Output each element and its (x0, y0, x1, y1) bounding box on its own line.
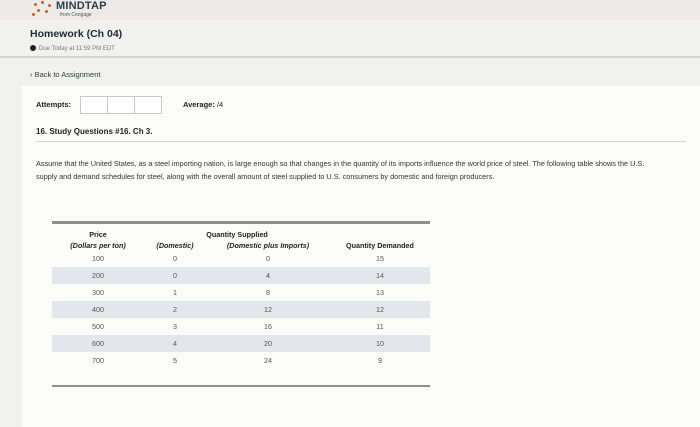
price-cell: 600 (52, 335, 144, 352)
average-label: Average: (183, 100, 215, 109)
attempt-box-2 (107, 96, 135, 114)
total-supplied-cell: 24 (264, 356, 272, 365)
domestic-cell: 3 (173, 322, 177, 331)
demanded-cell: 14 (330, 267, 430, 284)
total-supplied-cell: 0 (266, 254, 270, 263)
demanded-cell: 10 (330, 335, 430, 352)
header-price: Price (89, 230, 107, 239)
header-quantity-demanded: Quantity Demanded (346, 241, 414, 250)
mindtap-logo-icon (32, 1, 56, 17)
chevron-left-icon: ‹ (30, 70, 35, 79)
domestic-cell: 0 (144, 267, 206, 284)
average-value: /4 (216, 100, 224, 109)
domestic-cell: 1 (173, 288, 177, 297)
question-divider (36, 141, 686, 142)
total-supplied-cell: 20 (206, 335, 330, 352)
total-supplied-cell: 16 (264, 322, 272, 331)
price-cell: 400 (52, 301, 144, 318)
question-text: Assume that the United States, as a steel importing nation, is large enough so that changes in the quantity of its imports influence the world price of steel. The following table shows the U.S. supply and demand schedules for steel, along with the overall amount of steel supplied to U.S. consumers by domestic and foreign producers. (36, 159, 645, 181)
price-cell: 200 (52, 267, 144, 284)
table-row (52, 284, 430, 301)
header-divider (0, 56, 700, 58)
question-title: 16. Study Questions #16. Ch 3. (36, 127, 153, 136)
due-date (30, 45, 115, 52)
total-supplied-cell: 8 (266, 288, 270, 297)
due-date-text: Due Today at 11:59 PM EDT (39, 46, 115, 52)
attempts-label: Attempts: (36, 100, 71, 109)
demanded-cell: 12 (330, 301, 430, 318)
total-supplied-cell: 12 (206, 301, 330, 318)
header-domestic: (Domestic) (156, 241, 194, 250)
back-to-assignment-link[interactable] (30, 70, 100, 79)
header-quantity-supplied: Quantity Supplied (206, 230, 268, 239)
table-bottom-rule (52, 385, 430, 387)
table-top-rule (52, 221, 430, 224)
attempt-box-3 (134, 96, 162, 114)
page-title: Homework (Ch 04) (30, 28, 123, 40)
price-cell: 700 (92, 356, 104, 365)
domestic-cell: 0 (173, 254, 177, 263)
table-row (52, 301, 430, 318)
brand-logo[interactable]: MINDTAP (56, 0, 107, 12)
domestic-cell: 4 (144, 335, 206, 352)
demanded-cell: 13 (376, 288, 384, 297)
header-price-unit: (Dollars per ton) (70, 241, 126, 250)
demanded-cell: 11 (376, 322, 384, 331)
brand-subtitle: from Cengage (60, 12, 92, 18)
total-supplied-cell: 4 (206, 267, 330, 284)
price-cell: 500 (92, 322, 104, 331)
table-row (52, 335, 430, 352)
domestic-cell: 5 (173, 356, 177, 365)
back-link-label: Back to Assignment (34, 70, 101, 79)
status-dot-icon (30, 45, 36, 51)
supply-demand-table (52, 228, 430, 369)
price-cell: 100 (92, 254, 104, 263)
demanded-cell: 9 (378, 356, 382, 365)
table-row (52, 318, 430, 335)
price-cell: 300 (92, 288, 104, 297)
domestic-cell: 2 (144, 301, 206, 318)
demanded-cell: 15 (376, 254, 384, 263)
table-row (52, 267, 430, 284)
table-row (52, 250, 430, 267)
table-row (52, 352, 430, 369)
attempt-box-1 (80, 96, 108, 114)
average-score (183, 100, 223, 109)
header-domestic-plus-imports: (Domestic plus Imports) (226, 241, 310, 250)
